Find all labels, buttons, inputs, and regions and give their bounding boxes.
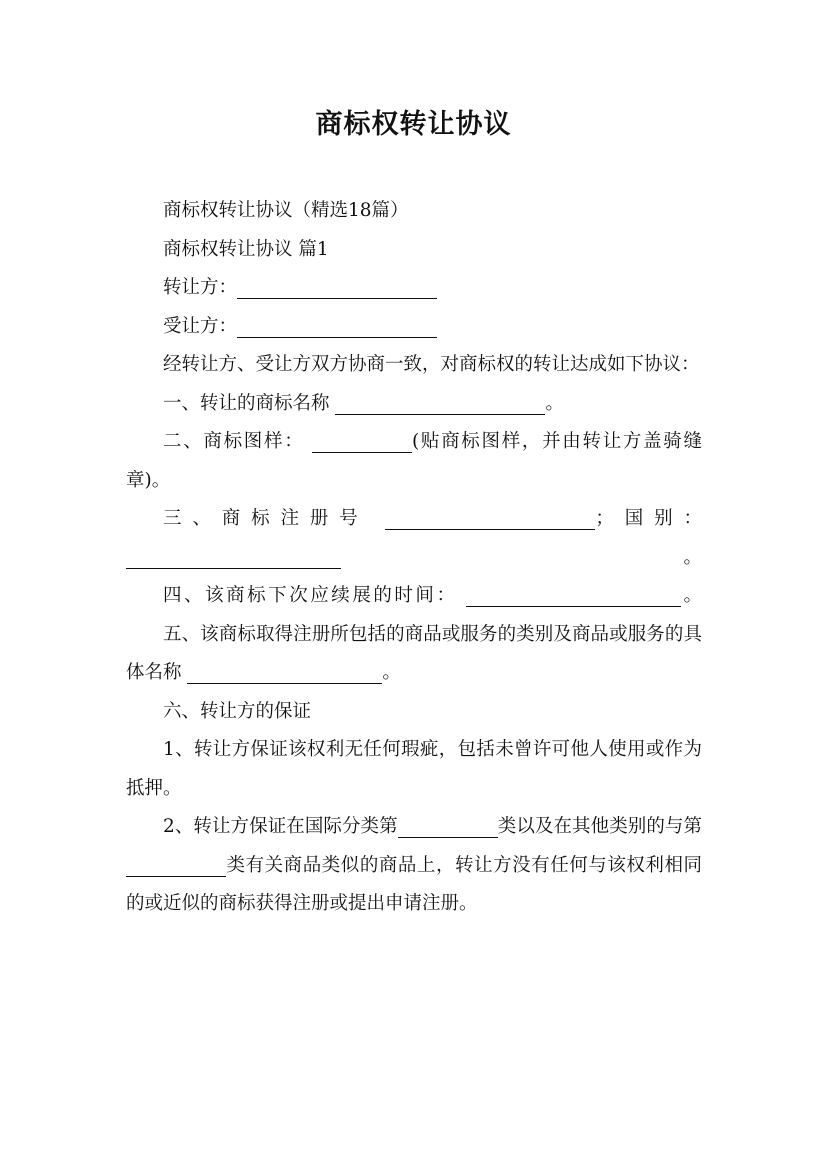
trademark-name-blank [335,392,545,415]
intl-class-blank [398,815,498,838]
transferor-label: 转让方： [163,277,238,298]
transferor-blank [237,276,437,299]
item-3-text: 三、商标注册号 [163,508,386,529]
guarantee-1: 1、转让方保证该权利无任何瑕疵，包括未曾许可他人使用或作为抵押。 [126,739,702,799]
transferee-blank [237,315,437,338]
guarantee-2-part-b: 类以及在其他类别的与第 [497,816,702,837]
intro-paragraph: 经转让方、受让方双方协商一致，对商标权的转让达成如下协议： [163,354,700,375]
item-4-text: 四、该商标下次应续展的时间： [163,585,458,606]
item-1-text: 一、转让的商标名称 [163,392,336,414]
item-2-text: 二、商标图样： [163,431,312,452]
renewal-time-blank [466,584,681,607]
item-3 [126,500,702,577]
transferor-line [126,269,702,308]
transferee-line [126,308,702,347]
item-3-mid: ；国别： [595,508,702,529]
item-3-end: 。 [341,546,702,568]
related-class-blank [126,854,226,877]
guarantee-2-part-c: 类有关商品类似的商品上，转让方没有任何与该权利相同的或近似的商标获得注册或提出申请注册。 [126,854,702,914]
goods-services-blank [187,661,382,684]
document-title: 商标权转让协议 [315,109,512,140]
item-4 [126,577,702,616]
item-6-heading: 六、转让方的保证 [163,700,312,722]
registration-number-blank [385,507,595,530]
item-2 [126,423,702,500]
guarantee-2-part-a: 2、转让方保证在国际分类第 [163,816,398,837]
item-1 [126,385,702,424]
guarantee-2 [126,808,702,924]
section-heading: 商标权转让协议 篇1 [163,238,329,260]
item-4-end: 。 [680,585,702,606]
item-5 [126,616,702,693]
item-2-end: (贴商标图样，并由转让方盖骑缝章)。 [126,431,702,491]
item-5-text: 五、该商标取得注册所包括的商品或服务的类别及商品或服务的具体名称 [126,623,702,683]
item-1-end: 。 [545,392,564,414]
item-5-end: 。 [382,662,401,683]
transferee-label: 受让方： [163,315,238,337]
country-blank [126,546,341,569]
subtitle: 商标权转让协议（精选18篇） [163,200,409,221]
trademark-image-blank [312,430,412,453]
document-body [126,192,702,924]
